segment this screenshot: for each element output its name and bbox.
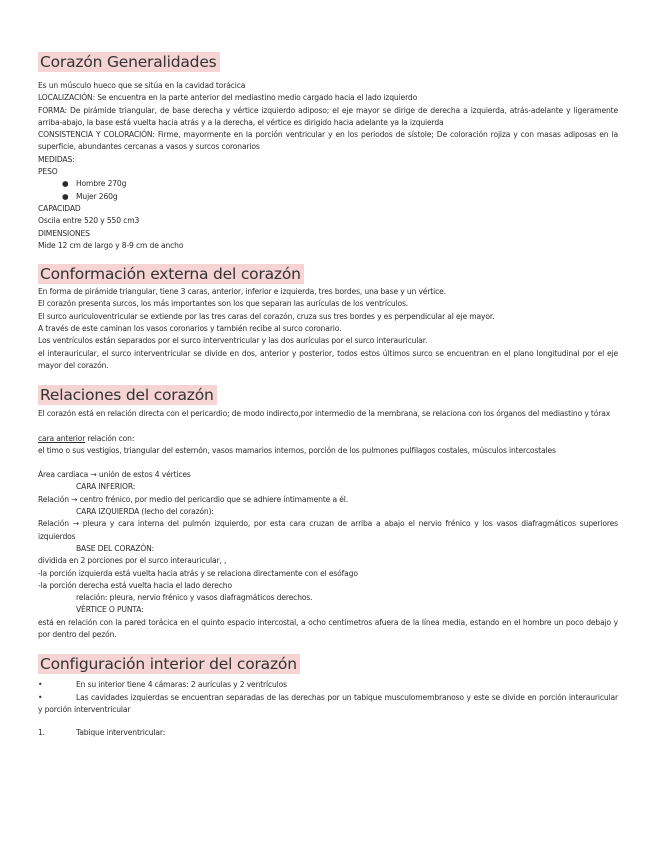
text-line: dividida en 2 porciones por el surco interauricular, , (38, 556, 227, 566)
text-line: Es un músculo hueco que se sitúa en la cavidad torácica (38, 81, 246, 90)
bullet-item: • En su interior tiene 4 cámaras: 2 aurículas y 2 ventrículos (38, 679, 618, 691)
cara-anterior-label: cara anterior (38, 433, 86, 443)
label-peso: PESO (38, 167, 58, 177)
paragraph-forma: FORMA: De pirámide triangular, de base derecha y vértice izquierdo adiposo; el eje mayor se dirige de derecha a izquierda, atrás-adelante y ligeramente arriba-abajo, la base está vuelta hacia atrás y a la derecha, el vértice es dirigido hacia adelante ya la izquierda (38, 105, 618, 127)
paragraph-vertice: está en relación con la pared torácica en el quinto espacio intercostal, a ocho centímetros afuera de la línea media, estando en el hombre un poco debajo y por dentro del pezón. (38, 617, 618, 639)
bullet-item: ● Hombre 270g (38, 178, 618, 190)
bullet-icon: ● (62, 179, 69, 189)
text-line: El corazón presenta surcos, los más importantes son los que separan las aurículas de los ventrículos. (38, 299, 409, 309)
paragraph-pleura: Relación → pleura y cara interna del pulmón izquierdo, por esta cara cruzan de arriba a abajo el nervio frénico y los vasos diafragmáticos superiores izquierdos (38, 519, 618, 541)
text-line: LOCALIZACIÓN: Se encuentra en la parte anterior del mediastino medio cargado hacia el lado izquierdo (38, 93, 418, 103)
text-line: -la porción derecha está vuelta hacia el lado derecho (38, 580, 232, 590)
paragraph-consistencia: CONSISTENCIA Y COLORACIÓN: Firme, mayormente en la porción ventricular y en los periodos de sístole; De coloración rojiza y con masas adiposas en la superficie, abundantes cercanas a vasos y surcos coronarios (38, 130, 618, 152)
text-line: Oscila entre 520 y 550 cm3 (38, 216, 140, 226)
text-line: El surco auriculoventricular se extiende por las tres caras del corazón, cruza sus tres bordes y es perpendicular al eje mayor. (38, 311, 495, 321)
bullet-item: • Las cavidades izquierdas se encuentran separadas de las derechas por un tabique musculomembranoso y este se divide en porción interauricular y porción interventricular (38, 692, 618, 714)
text-line: En forma de pirámide triangular, tiene 3 caras, anterior, inferior e izquierda, tres bordes, una base y un vértice. (38, 287, 446, 297)
item-number: 1. (38, 728, 45, 738)
label-vertice: VÉRTICE O PUNTA: (76, 605, 144, 615)
paragraph-timo: el timo o sus vestigios, triangular del esternón, vasos mamarios internos, porción de los pulmones pulfilagos costales, músculos intercostales (38, 445, 556, 455)
label-capacidad: CAPACIDAD (38, 203, 81, 213)
bullet-item: ● Mujer 260g (38, 191, 618, 203)
section-title-configuracion: Configuración interior del corazón (38, 654, 300, 674)
text-line: A través de este caminan los vasos coronarios y también recibe al surco coronario. (38, 324, 342, 334)
label-medidas: MEDIDAS: (38, 154, 75, 164)
cara-anterior-line: cara anterior relación con: (38, 433, 135, 443)
section-title-conformacion: Conformación externa del corazón (38, 264, 304, 284)
bullet-icon: • (38, 680, 43, 690)
document-page (38, 52, 618, 739)
text-line: Mide 12 cm de largo y 8-9 cm de ancho (38, 240, 184, 250)
label-cara-izquierda: CARA IZQUIERDA (lecho del corazón): (76, 507, 214, 517)
section-title-generalidades: Corazón Generalidades (38, 52, 220, 72)
text-line: Área cardiaca → unión de estos 4 vértices (38, 470, 191, 480)
paragraph-interauricular: el interauricular, el surco interventricular se divide en dos, anterior y posterior, todos estos últimos surco se encuentran en el plano longitudinal por el eje mayor del corazón. (38, 348, 618, 370)
section-title-relaciones: Relaciones del corazón (38, 385, 217, 405)
label-dimensiones: DIMENSIONES (38, 228, 90, 238)
text-line: -la porción izquierda está vuelta hacia atrás y se relaciona directamente con el esófago (38, 568, 358, 578)
text-line: Los ventrículos están separados por el surco interventricular y las dos aurículas por el surco interauricular. (38, 336, 428, 346)
bullet-icon: • (38, 692, 43, 702)
bullet-icon: ● (62, 191, 69, 201)
label-base: BASE DEL CORAZÓN: (76, 543, 155, 553)
paragraph-intro: El corazón está en relación directa con el pericardio; de modo indirecto,por intermedio de la membrana, se relaciona con los órganos del mediastino y tórax (38, 409, 611, 419)
text-line: relación: pleura, nervio frénico y vasos diafragmáticos derechos. (76, 593, 313, 603)
text-line: Relación → centro frénico, por medio del pericardio que se adhiere íntimamente a él. (38, 494, 348, 504)
numbered-item: 1. Tabique interventricular: (38, 727, 618, 739)
label-cara-inferior: CARA INFERIOR: (76, 482, 136, 492)
